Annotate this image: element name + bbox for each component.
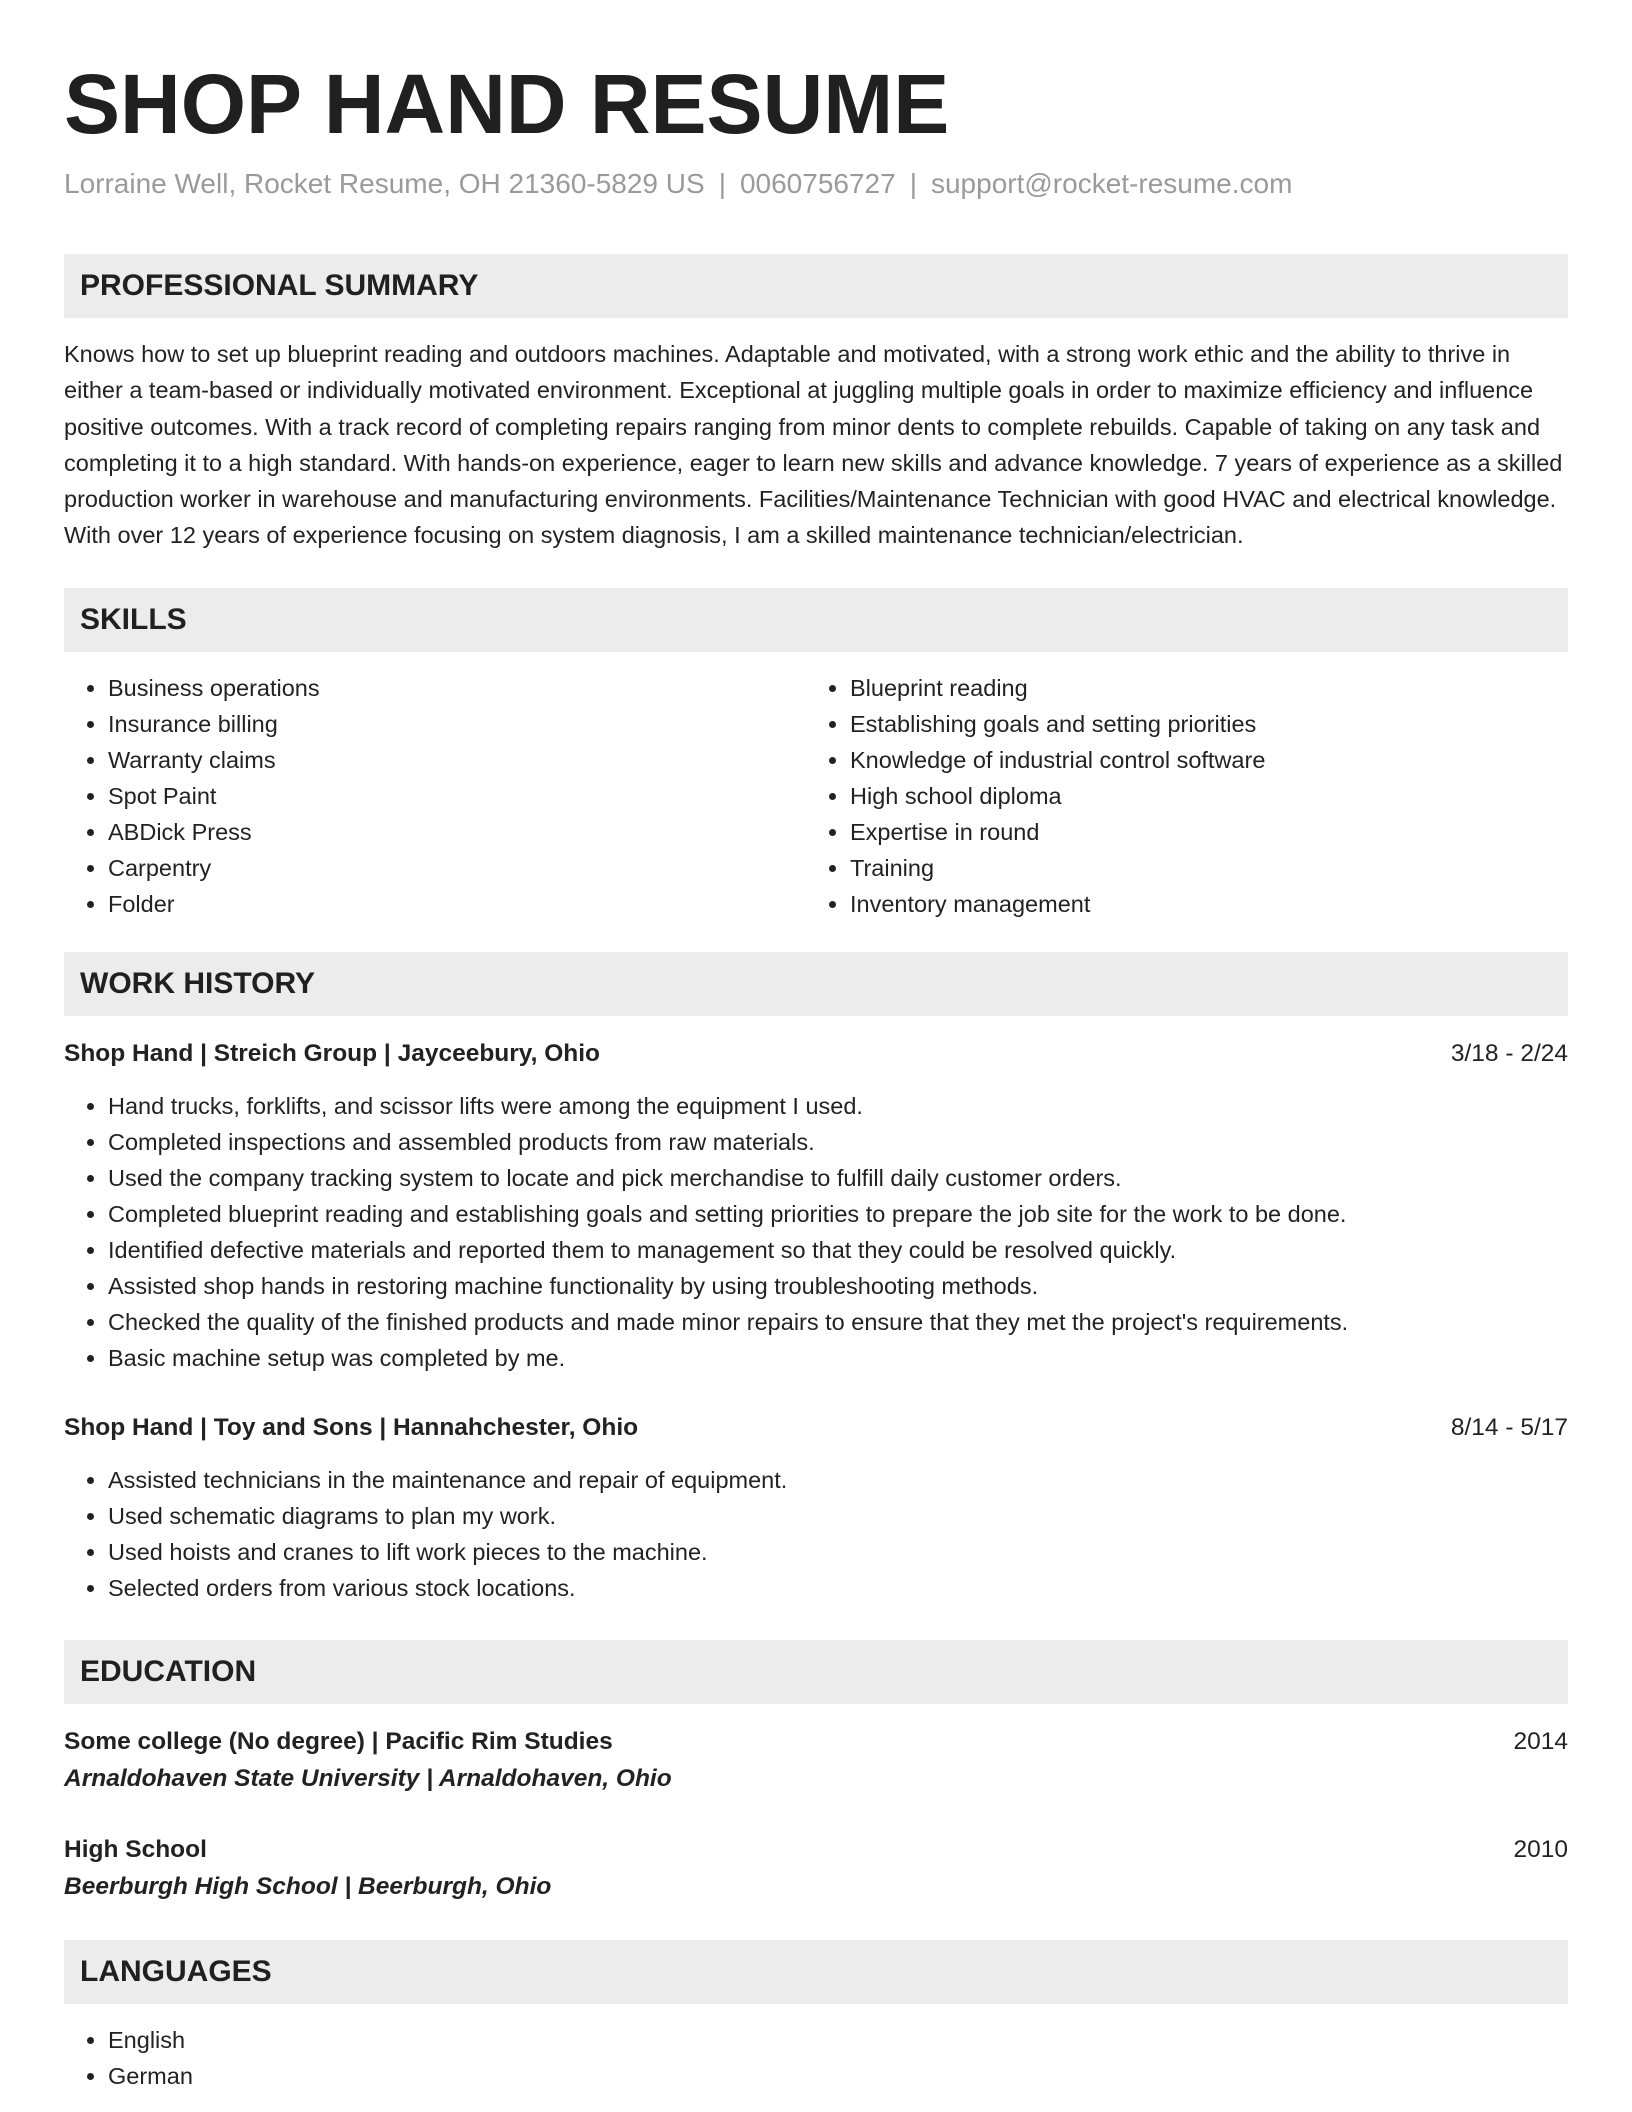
education-school: Arnaldohaven State University | Arnaldohaven, Ohio — [64, 1764, 672, 1792]
section-heading-summary: PROFESSIONAL SUMMARY — [64, 254, 1568, 318]
job-bullet: • Assisted shop hands in restoring machine functionality by using troubleshooting methods. — [108, 1268, 1568, 1304]
job-bullet: • Basic machine setup was completed by me. — [108, 1340, 1568, 1376]
job-bullet: • Used schematic diagrams to plan my work. — [108, 1498, 1568, 1534]
contact-address: Lorraine Well, Rocket Resume, OH 21360-5829 US — [64, 168, 705, 199]
skill-item: • Establishing goals and setting priorities — [850, 706, 1548, 742]
contact-phone: 0060756727 — [739, 168, 896, 199]
job-bullet: • Identified defective materials and reported them to management so that they could be resolved quickly. — [108, 1232, 1568, 1268]
job-bullet: • Used the company tracking system to locate and pick merchandise to fulfill daily customer orders. — [108, 1160, 1568, 1196]
skill-item: • Insurance billing — [108, 706, 806, 742]
job-bullet: • Completed blueprint reading and establishing goals and setting priorities to prepare the job site for the work to be done. — [108, 1196, 1568, 1232]
education-year: 2010 — [1513, 1835, 1568, 1863]
skill-item: • Business operations — [108, 670, 806, 706]
job-bullets — [64, 1462, 1568, 1606]
languages-list — [64, 2022, 1568, 2094]
job-title: Shop Hand | Streich Group | Jayceebury, Ohio — [64, 1039, 601, 1067]
job-bullet: • Assisted technicians in the maintenance and repair of equipment. — [108, 1462, 1568, 1498]
job-bullet: • Checked the quality of the finished products and made minor repairs to ensure that they met the project's requirements. — [108, 1304, 1568, 1340]
education-title: High School — [64, 1835, 207, 1863]
skills-column-left — [64, 670, 806, 922]
skill-item: • Spot Paint — [108, 778, 806, 814]
skill-item: • Expertise in round — [850, 814, 1548, 850]
job-header — [64, 1410, 1568, 1446]
section-heading-education: EDUCATION — [64, 1640, 1568, 1704]
section-heading-skills: SKILLS — [64, 588, 1568, 652]
job-title: Shop Hand | Toy and Sons | Hannahchester, Ohio — [64, 1413, 639, 1441]
skill-item: • Knowledge of industrial control software — [850, 742, 1548, 778]
education-header — [64, 1724, 1568, 1760]
skills-column-right — [806, 670, 1548, 922]
job-bullet: • Used hoists and cranes to lift work pieces to the machine. — [108, 1534, 1568, 1570]
education-entry — [64, 1832, 1568, 1906]
skill-item: • Carpentry — [108, 850, 806, 886]
contact-separator: | — [718, 168, 726, 199]
education-school: Beerburgh High School | Beerburgh, Ohio — [64, 1872, 552, 1900]
skill-item: • ABDick Press — [108, 814, 806, 850]
skill-item: • Blueprint reading — [850, 670, 1548, 706]
education-year: 2014 — [1513, 1727, 1568, 1755]
contact-email: support@rocket-resume.com — [930, 168, 1293, 199]
job-bullets — [64, 1088, 1568, 1376]
contact-separator: | — [909, 168, 917, 199]
education-entry — [64, 1724, 1568, 1798]
skill-item: • Folder — [108, 886, 806, 922]
skill-item: • Inventory management — [850, 886, 1548, 922]
skills-grid — [64, 670, 1568, 922]
contact-line — [64, 166, 1568, 202]
education-header — [64, 1832, 1568, 1868]
language-item: • German — [108, 2058, 1568, 2094]
job-bullet: • Hand trucks, forklifts, and scissor lifts were among the equipment I used. — [108, 1088, 1568, 1124]
section-heading-languages: LANGUAGES — [64, 1940, 1568, 2004]
job-bullet: • Completed inspections and assembled products from raw materials. — [108, 1124, 1568, 1160]
section-heading-work-history: WORK HISTORY — [64, 952, 1568, 1016]
summary-text: Knows how to set up blueprint reading and outdoors machines. Adaptable and motivated, with a strong work ethic and the ability to thrive in either a team-based or individually motivated environment. Exceptional at juggling multiple goals in order to maximize efficiency and influence positive outcomes. With a track record of completing repairs ranging from minor dents to complete rebuilds. Capable of taking on any task and completing it to a high standard. With hands-on experience, eager to learn new skills and advance knowledge. 7 years of experience as a skilled production worker in warehouse and manufacturing environments. Facilities/Maintenance Technician with good HVAC and electrical knowledge. With over 12 years of experience focusing on system diagnosis, I am a skilled maintenance technician/electrician. — [64, 341, 1563, 549]
skill-item: • Training — [850, 850, 1548, 886]
skill-item: • Warranty claims — [108, 742, 806, 778]
education-title: Some college (No degree) | Pacific Rim Studies — [64, 1727, 613, 1755]
job-dates: 8/14 - 5/17 — [1450, 1413, 1568, 1441]
job-bullet: • Selected orders from various stock locations. — [108, 1570, 1568, 1606]
job-entry — [64, 1036, 1568, 1376]
job-header — [64, 1036, 1568, 1072]
skill-item: • High school diploma — [850, 778, 1548, 814]
resume-title: SHOP HAND RESUME — [64, 57, 950, 151]
job-entry — [64, 1410, 1568, 1606]
job-dates: 3/18 - 2/24 — [1450, 1039, 1568, 1067]
language-item: • English — [108, 2022, 1568, 2058]
